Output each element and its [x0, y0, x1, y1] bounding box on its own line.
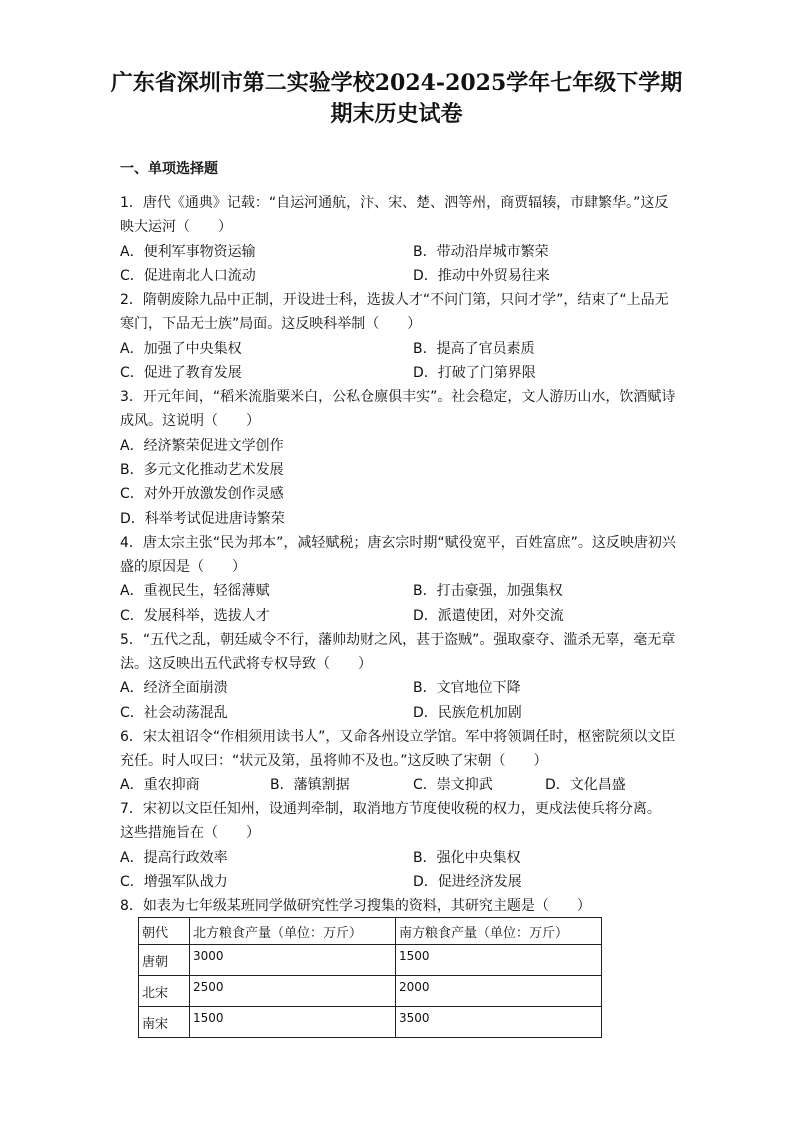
q8-stem-line1: 8．如表为七年级某班同学做研究性学习搜集的资料，其研究主题是（ ） [120, 898, 591, 914]
q4-option-a[interactable]: A．重视民生，轻徭薄赋 [120, 583, 270, 599]
table-row [139, 976, 602, 1007]
q4-option-d[interactable]: D．派遣使团，对外交流 [413, 608, 564, 624]
table-cell: 1500 [190, 1007, 396, 1038]
table-header-cell: 朝代 [139, 918, 190, 945]
q6-option-b[interactable]: B．藩镇割据 [270, 777, 350, 793]
q5-option-d[interactable]: D．民族危机加剧 [413, 705, 522, 721]
table-cell: 唐朝 [139, 945, 190, 976]
q3-option-a[interactable]: A．经济繁荣促进文学创作 [120, 438, 284, 454]
q3-stem-line2: 成风。这说明（ ） [120, 413, 260, 429]
q3-option-c[interactable]: C．对外开放激发创作灵感 [120, 486, 284, 502]
q5-option-a[interactable]: A．经济全面崩溃 [120, 680, 228, 696]
q7-option-c[interactable]: C．增强军队战力 [120, 874, 228, 890]
q3-option-d[interactable]: D．科举考试促进唐诗繁荣 [120, 511, 285, 527]
q4-stem-line1: 4．唐太宗主张“民为邦本”，减轻赋税；唐玄宗时期“赋役宽平，百姓富庶”。这反映唐初兴 [120, 535, 676, 551]
q5-option-b[interactable]: B．文官地位下降 [413, 680, 521, 696]
q6-option-a[interactable]: A．重农抑商 [120, 777, 200, 793]
q1-option-d[interactable]: D．推动中外贸易往来 [413, 268, 550, 284]
q2-option-d[interactable]: D．打破了门第界限 [413, 365, 536, 381]
table-row [139, 945, 602, 976]
q1-option-c[interactable]: C．促进南北人口流动 [120, 268, 256, 284]
q7-option-d[interactable]: D．促进经济发展 [413, 874, 522, 890]
q2-option-c[interactable]: C．促进了教育发展 [120, 365, 242, 381]
q6-option-d[interactable]: D．文化昌盛 [545, 777, 626, 793]
table-header-cell: 北方粮食产量（单位：万斤） [190, 918, 396, 945]
q7-stem-line1: 7．宋初以文臣任知州，设通判牵制，取消地方节度使收税的权力，更戍法使兵将分离。 [120, 801, 661, 817]
table-cell: 2500 [190, 976, 396, 1007]
table-header-row [139, 918, 602, 945]
table-cell: 2000 [396, 976, 602, 1007]
exam-title-line2: 期末历史试卷 [330, 101, 463, 127]
q1-option-a[interactable]: A．便利军事物资运输 [120, 244, 256, 260]
table-cell: 3000 [190, 945, 396, 976]
q3-stem-line1: 3．开元年间，“稻米流脂粟米白，公私仓廪俱丰实”。社会稳定，文人游历山水，饮酒赋诗 [120, 389, 676, 405]
q2-stem-line2: 寒门，下品无士族”局面。这反映科举制（ ） [120, 316, 422, 332]
q7-option-b[interactable]: B．强化中央集权 [413, 850, 521, 866]
q7-option-a[interactable]: A．提高行政效率 [120, 850, 228, 866]
q3-option-b[interactable]: B．多元文化推动艺术发展 [120, 462, 284, 478]
q5-option-c[interactable]: C．社会动荡混乱 [120, 705, 228, 721]
q7-stem-line2: 这些措施旨在（ ） [120, 825, 260, 841]
q4-option-c[interactable]: C．发展科举，选拔人才 [120, 608, 270, 624]
q2-stem-line1: 2．隋朝废除九品中正制，开设进士科，选拔人才“不问门第，只问才学”，结束了“上品无 [120, 292, 669, 308]
section-heading: 一、单项选择题 [120, 161, 218, 177]
q4-stem-line2: 盛的原因是（ ） [120, 559, 246, 575]
q1-stem-line2: 映大运河（ ） [120, 219, 232, 235]
q1-stem-line1: 1．唐代《通典》记载：“自运河通航，汴、宋、楚、泗等州，商贾辐辏，市肆繁华。”这反 [120, 195, 669, 211]
table-cell: 1500 [396, 945, 602, 976]
table-cell: 南宋 [139, 1007, 190, 1038]
q5-stem-line1: 5．“五代之乱，朝廷威令不行，藩帅劫财之风，甚于盗贼”。强取豪夺、滥杀无辜，毫无章 [120, 632, 676, 648]
grain-production-table [138, 917, 602, 1038]
exam-title-line1: 广东省深圳市第二实验学校2024-2025学年七年级下学期 [110, 70, 683, 96]
q4-option-b[interactable]: B．打击豪强，加强集权 [413, 583, 563, 599]
q2-option-b[interactable]: B．提高了官员素质 [413, 341, 535, 357]
q5-stem-line2: 法。这反映出五代武将专权导致（ ） [120, 656, 372, 672]
q6-stem-line2: 充任。时人叹曰：“状元及第，虽将帅不及也。”这反映了宋朝（ ） [120, 753, 548, 769]
q6-stem-line1: 6．宋太祖诏令“作相须用读书人”，又命各州设立学馆。军中将领调任时，枢密院须以文臣 [120, 729, 676, 745]
table-cell: 3500 [396, 1007, 602, 1038]
table-header-cell: 南方粮食产量（单位：万斤） [396, 918, 602, 945]
q2-option-a[interactable]: A．加强了中央集权 [120, 341, 242, 357]
table-cell: 北宋 [139, 976, 190, 1007]
table-row [139, 1007, 602, 1038]
q1-option-b[interactable]: B．带动沿岸城市繁荣 [413, 244, 549, 260]
q6-option-c[interactable]: C．崇文抑武 [413, 777, 493, 793]
